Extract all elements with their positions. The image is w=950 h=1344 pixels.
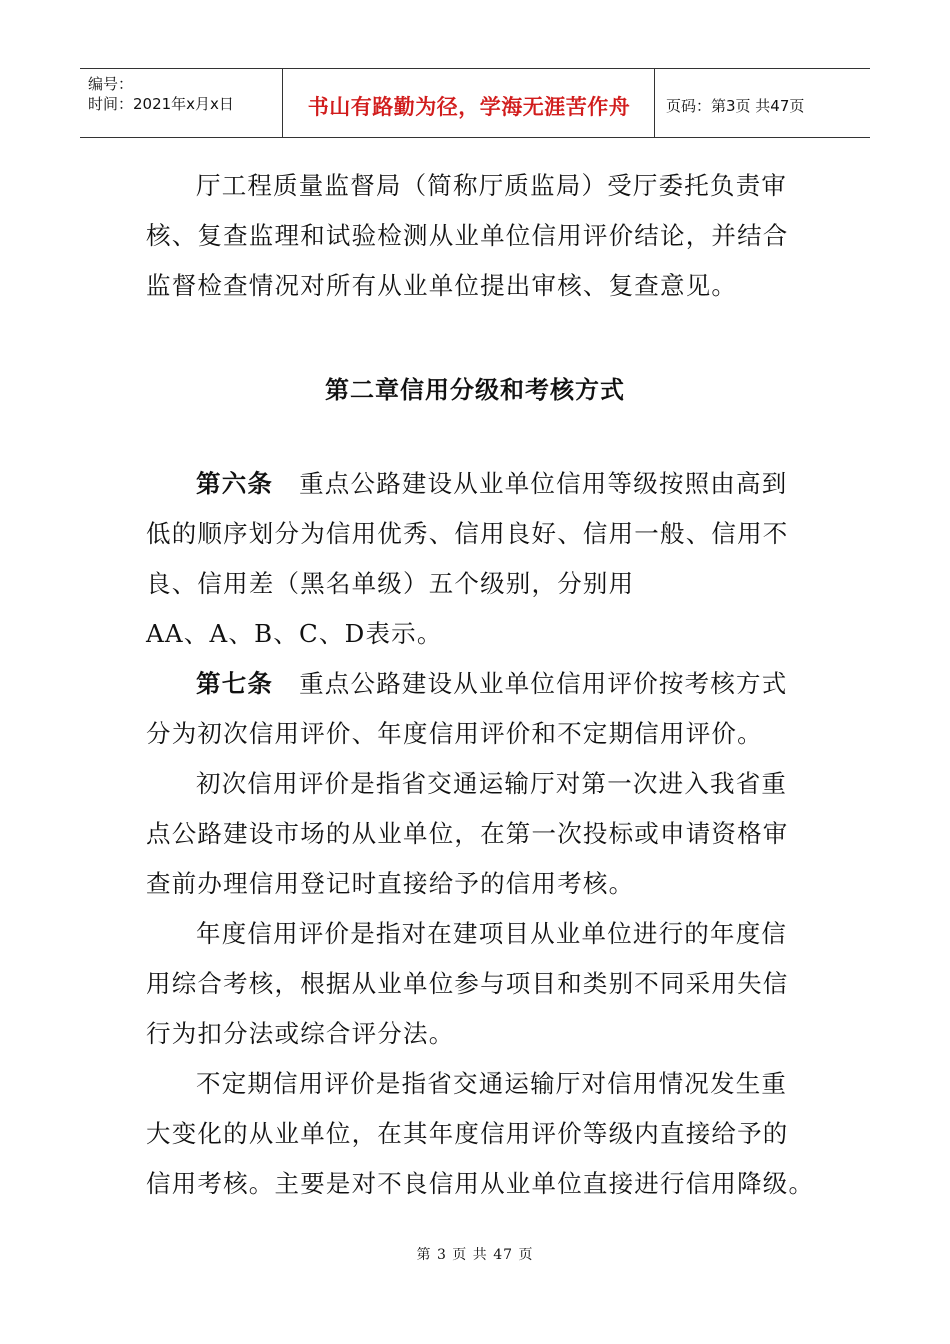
document-date-label: 时间：2021年x月x日 [88,95,234,113]
intro-line: 核、复查监理和试验检测从业单位信用评价结论，并结合 [146,221,789,250]
annual-evaluation-line: 年度信用评价是指对在建项目从业单位进行的年度信 [196,919,788,948]
intro-line: 监督检查情况对所有从业单位提出审核、复查意见。 [146,271,738,300]
annual-evaluation-line: 用综合考核，根据从业单位参与项目和类别不同采用失信 [146,969,789,998]
article-6-line: AA、A、B、C、D表示。 [146,619,443,648]
header-motto-cell [284,69,655,137]
article-7-first-line [196,668,787,700]
article-6-line: 良、信用差（黑名单级）五个级别，分别用 [146,569,635,598]
initial-evaluation-line: 初次信用评价是指省交通运输厅对第一次进入我省重 [196,769,788,798]
header-page-number: 页码：第3页 共47页 [666,97,805,115]
document-number-label: 编号： [88,75,134,93]
header-meta-cell [80,69,283,137]
document-header [80,68,870,138]
header-motto: 书山有路勤为径，学海无涯苦作舟 [307,95,631,119]
intro-line: 厅工程质量监督局（简称厅质监局）受厅委托负责审 [196,171,788,200]
article-6-first-line [196,468,787,500]
article-6-label: 第六条 [196,469,274,498]
page-footer: 第 3 页 共 47 页 [416,1247,534,1263]
chapter-title: 第二章信用分级和考核方式 [325,376,625,404]
irregular-evaluation-line: 不定期信用评价是指省交通运输厅对信用情况发生重 [196,1069,788,1098]
article-7-label: 第七条 [196,669,274,698]
annual-evaluation-line: 行为扣分法或综合评分法。 [146,1019,455,1048]
article-7-line: 分为初次信用评价、年度信用评价和不定期信用评价。 [146,719,763,748]
initial-evaluation-line: 点公路建设市场的从业单位，在第一次投标或申请资格审 [146,819,789,848]
article-7-text: 重点公路建设从业单位信用评价按考核方式 [299,669,788,698]
header-page-cell [656,69,870,137]
initial-evaluation-line: 查前办理信用登记时直接给予的信用考核。 [146,869,635,898]
irregular-evaluation-line: 大变化的从业单位，在其年度信用评价等级内直接给予的 [146,1119,789,1148]
irregular-evaluation-line: 信用考核。主要是对不良信用从业单位直接进行信用降级。 [146,1169,815,1198]
article-6-line: 低的顺序划分为信用优秀、信用良好、信用一般、信用不 [146,519,789,548]
article-6-text: 重点公路建设从业单位信用等级按照由高到 [299,469,788,498]
